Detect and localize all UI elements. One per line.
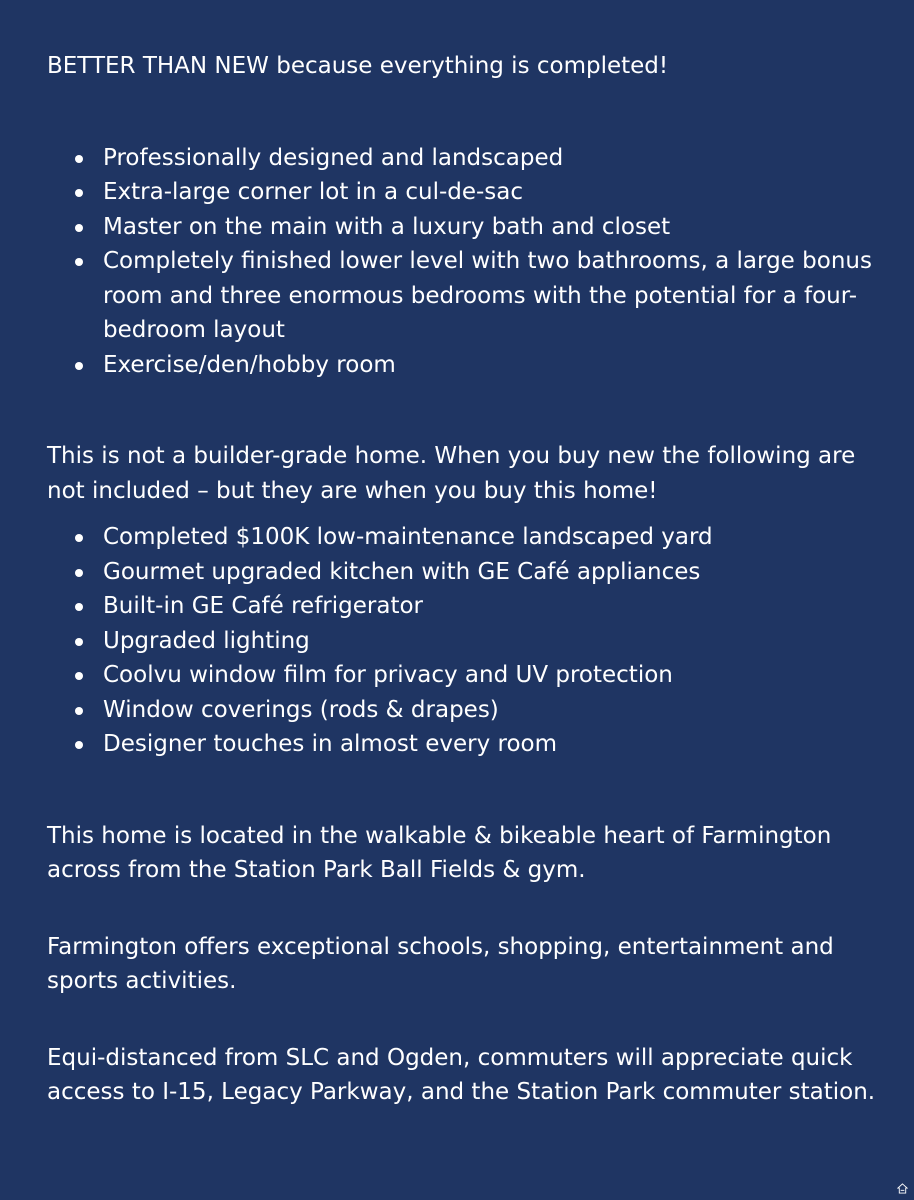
list-item: Upgraded lighting [47, 624, 887, 659]
builder-grade-paragraph: This is not a builder-grade home. When you buy new the following are not included – but they are when you buy this home! [47, 443, 856, 504]
list-item: Exercise/den/hobby room [47, 348, 887, 383]
list-item: Extra-large corner lot in a cul-de-sac [47, 175, 887, 210]
list-item: Built-in GE Café refrigerator [47, 589, 887, 624]
upgrades-list [47, 520, 887, 762]
list-item: Designer touches in almost every room [47, 727, 887, 762]
list-item: Completely finished lower level with two bathrooms, a large bonus room and three enormous bedrooms with the potential for a four-bedroom layout [47, 244, 887, 348]
list-item: Coolvu window film for privacy and UV protection [47, 658, 887, 693]
features-list [47, 141, 887, 383]
listing-description [47, 49, 887, 1110]
schools-paragraph: Farmington offers exceptional schools, shopping, entertainment and sports activities. [47, 933, 834, 994]
house-icon [897, 1183, 908, 1194]
list-item: Completed $100K low-maintenance landscaped yard [47, 520, 887, 555]
list-item: Gourmet upgraded kitchen with GE Café appliances [47, 555, 887, 590]
list-item: Master on the main with a luxury bath and closet [47, 210, 887, 245]
list-item: Professionally designed and landscaped [47, 141, 887, 176]
location-paragraph: This home is located in the walkable & bikeable heart of Farmington across from the Station Park Ball Fields & gym. [47, 822, 832, 883]
list-item: Window coverings (rods & drapes) [47, 693, 887, 728]
commute-paragraph: Equi-distanced from SLC and Ogden, commuters will appreciate quick access to I-15, Legacy Parkway, and the Station Park commuter station. [47, 1044, 876, 1105]
intro-paragraph: BETTER THAN NEW because everything is completed! [47, 53, 669, 79]
